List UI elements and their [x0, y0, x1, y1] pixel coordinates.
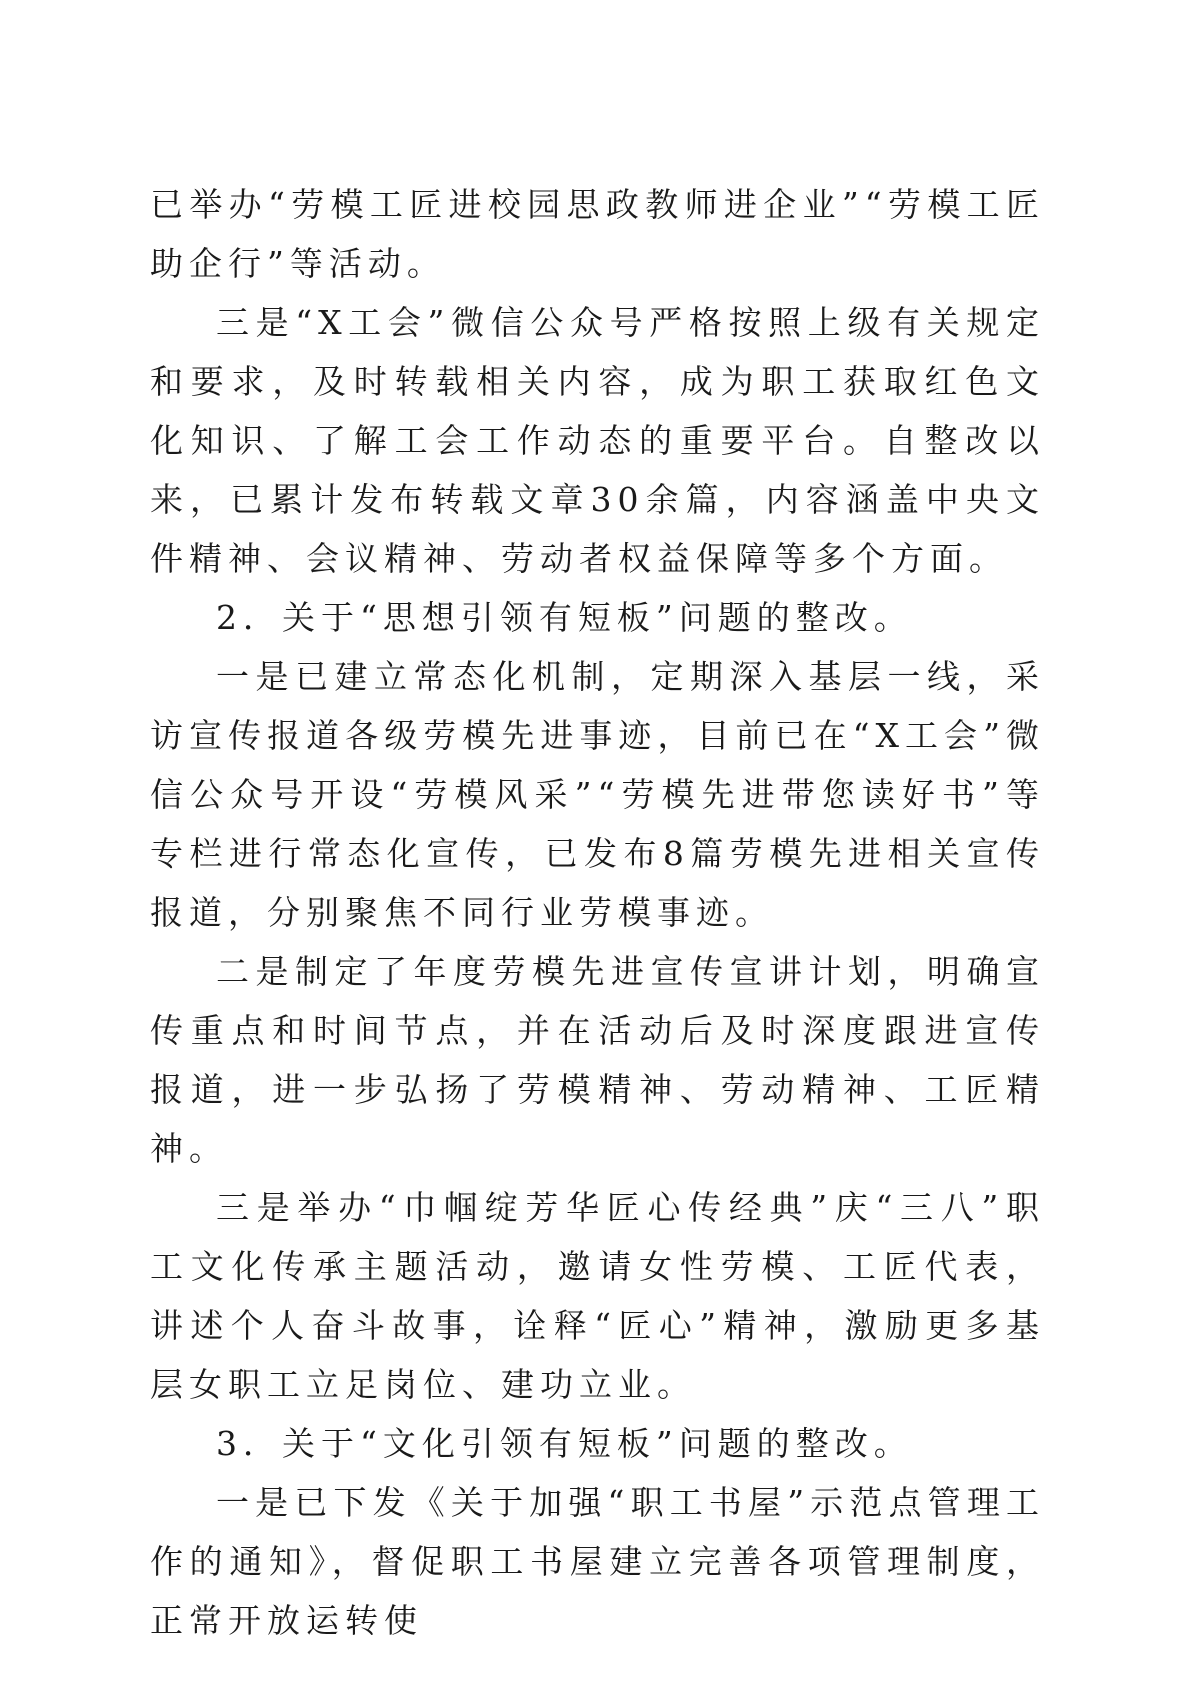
section-heading-ideological-guidance: 2．关于“思想引领有短板”问题的整改。: [216, 598, 913, 637]
paragraph-annual-plan: 二是制定了年度劳模先进宣传宣讲计划，明确宣传重点和时间节点，并在活动后及时深度跟进宣传报道，进一步弘扬了劳模精神、劳动精神、工匠精神。: [150, 952, 1045, 1168]
paragraph-womens-day-event: 三是举办“巾帼绽芳华匠心传经典”庆“三八”职工文化传承主题活动，邀请女性劳模、工匠代表，讲述个人奋斗故事，诠释“匠心”精神，激励更多基层女职工立足岗位、建功立业。: [150, 1188, 1045, 1404]
paragraph-mechanism: 一是已建立常态化机制，定期深入基层一线，采访宣传报道各级劳模先进事迹，目前已在“X工会”微信公众号开设“劳模风采”“劳模先进带您读好书”等专栏进行常态化宣传，已发布8篇劳模先进相关宣传报道，分别聚焦不同行业劳模事迹。: [150, 657, 1045, 932]
paragraph-continuation: 已举办“劳模工匠进校园思政教师进企业”“劳模工匠助企行”等活动。: [150, 185, 1045, 283]
section-heading-cultural-guidance: 3．关于“文化引领有短板”问题的整改。: [216, 1424, 913, 1463]
paragraph-staff-bookhouse: 一是已下发《关于加强“职工书屋”示范点管理工作的通知》，督促职工书屋建立完善各项管理制度，正常开放运转使: [150, 1483, 1045, 1640]
paragraph-wechat-account: 三是“X工会”微信公众号严格按照上级有关规定和要求，及时转载相关内容，成为职工获取红色文化知识、了解工会工作动态的重要平台。自整改以来，已累计发布转载文章30余篇，内容涵盖中央文件精神、会议精神、劳动者权益保障等多个方面。: [150, 303, 1045, 578]
document-body: [150, 175, 1045, 1650]
